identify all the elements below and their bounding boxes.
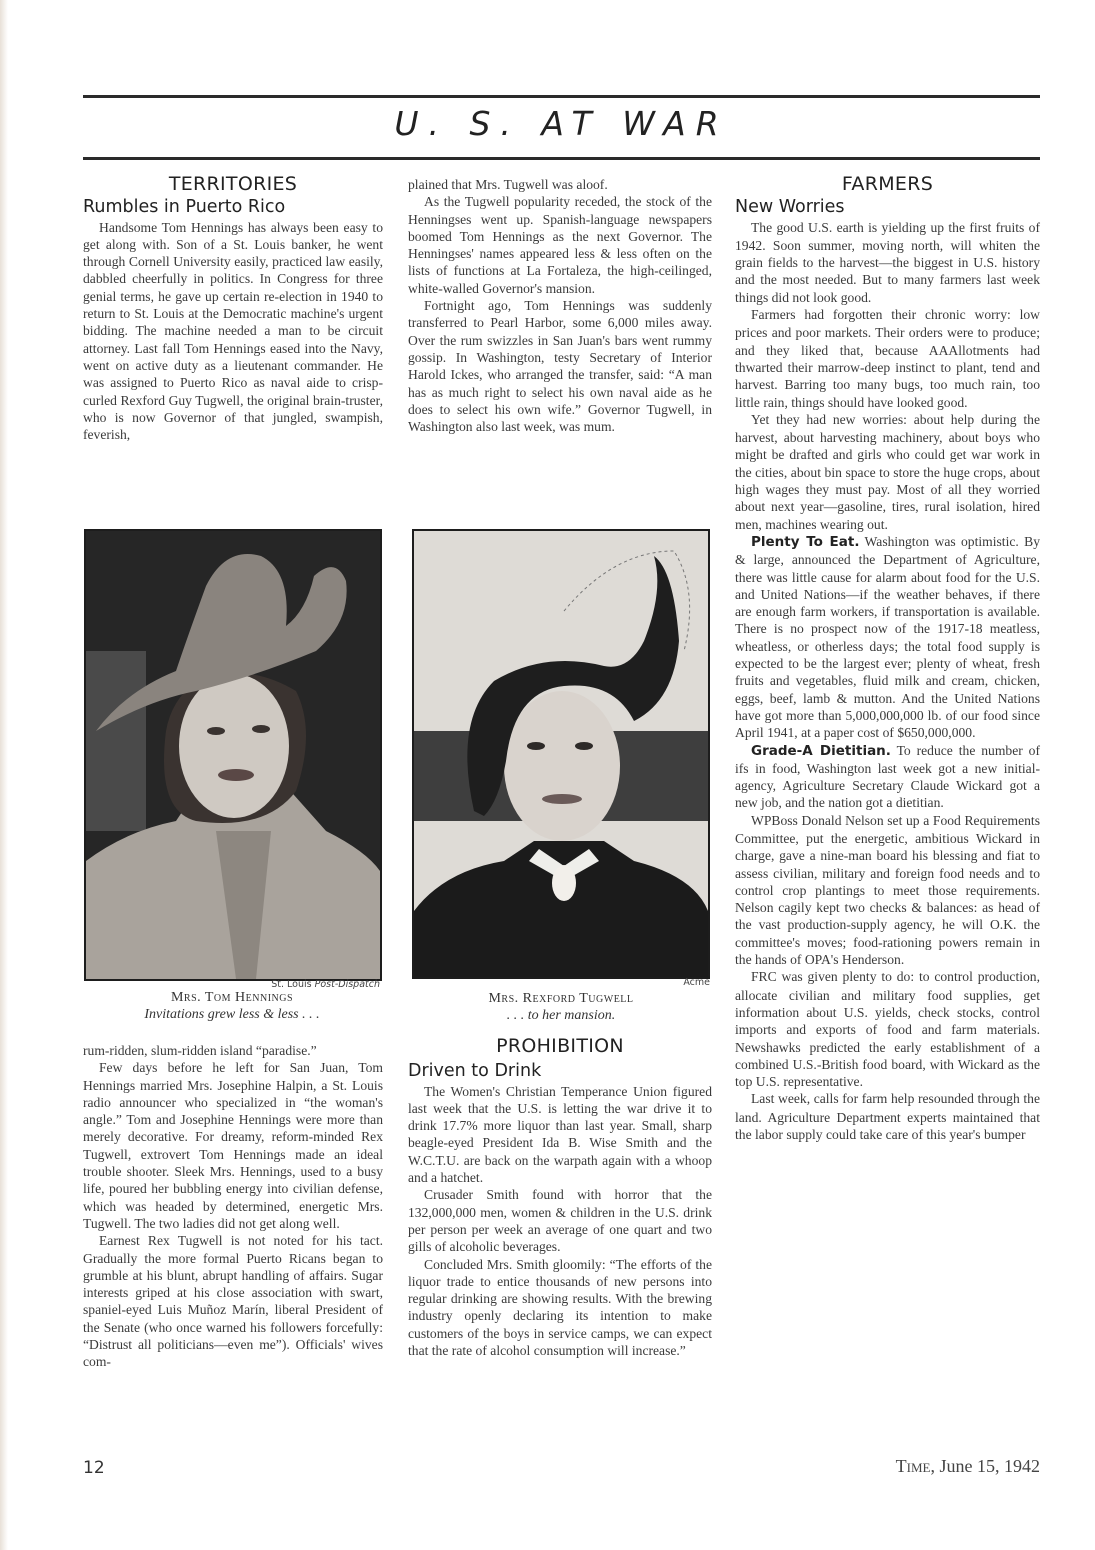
page-number: 12: [83, 1458, 105, 1478]
paragraph-text: To reduce the number of ifs in food, Washington last week got a new initial-agency, Agriculture Secretary Claude Wickard got a new job, and the nation got a dietitian.: [735, 742, 1040, 811]
article-paragraph: rum-ridden, slum-ridden island “paradise.”: [83, 1043, 317, 1058]
credit-plain: St. Louis: [271, 979, 315, 990]
section-title: U. S. AT WAR: [394, 104, 729, 143]
magazine-name: Time: [895, 1456, 931, 1476]
column-1-bottom: [83, 1042, 383, 1371]
column-1-top: [83, 173, 383, 443]
article-paragraph: [735, 219, 1040, 306]
page-edge: [0, 0, 8, 1550]
portrait-illustration: [86, 531, 380, 979]
photo-credit-acme: [412, 977, 710, 988]
dept-farmers: FARMERS: [841, 173, 934, 195]
paragraph-text: Last week, calls for farm help resounded through the land. Agriculture Department experts maintained that the labor supply could take care of this year's bumper: [735, 1091, 1040, 1143]
article-paragraph: Few days before he left for San Juan, Tom Hennings married Mrs. Josephine Halpin, a St. Louis radio announcer who specialized in “the woman's angle.” Tom and Josephine Hennings were more than merely decorative. For dreamy, reform-minded Rex Tugwell, extrovert Tom Hennings made an ideal trouble shooter. Sleek Mrs. Hennings, used to a busy life, poured her bubbling energy into civilian defense, which was headed by determined, energetic Mrs. Tugwell. The two ladies did not get along well.: [83, 1060, 383, 1231]
issue-date: , June 15, 1942: [930, 1456, 1040, 1476]
caption-text-hennings: Invitations grew less & less . . .: [144, 1007, 320, 1022]
photo-mrs-hennings: [84, 529, 382, 981]
paragraph-text: Washington was optimistic. By & large, announced the Department of Agriculture, there was little cause for alarm about food for the U.S. and United Nations—if the weather behaves, if there are enough farm workers, if transportation is available. There is no prospect now of the 1917-18 meatless, wheatless, or otherless days; the total food supply is expected to be the largest ever; plenty of wheat, fresh fruits and vegetables, fluid milk and cream, chicken, eggs, beef, lamb & mutton. And the United Nations have got more than 5,000,000,000 lb. of our food since April 1941, at a paper cost of $650,000,000.: [735, 533, 1040, 741]
article-paragraph: [735, 533, 1040, 742]
runin-grade-a-dietitian: Grade-A Dietitian.: [751, 742, 891, 759]
dept-prohibition: PROHIBITION: [496, 1035, 624, 1057]
article-paragraph: Concluded Mrs. Smith gloomily: “The efforts of the liquor trade to entice thousands of new persons into regular drinking are showing results. With the brewing industry openly declaring its intention to make customers of the boys in service camps, we can expect that the rate of alcohol consumption will increase.”: [408, 1256, 712, 1359]
caption-text-tugwell: . . . to her mansion.: [506, 1008, 616, 1023]
headline-new-worries: New Worries: [735, 197, 845, 218]
article-paragraph: [735, 742, 1040, 812]
dept-territories: TERRITORIES: [168, 173, 298, 195]
paragraph-text: FRC was given plenty to do: to control production, allocate civilian and military food supplies, get information about U.S. yields, check stocks, control imports and exports of food and farm materials. Newshawks predicted the early establishment of a combined U.S.-British food board, with Wickard as the top U.S. representative.: [735, 969, 1040, 1090]
article-paragraph: Crusader Smith found with horror that the 132,000,000 men, women & children in the U.S. drink per person per week an average of one quart and two gills of alcoholic beverages.: [408, 1187, 712, 1255]
column-3: [735, 173, 1040, 1143]
article-paragraph: [735, 306, 1040, 411]
portrait-illustration: [414, 531, 708, 977]
header-rule-top: [83, 95, 1040, 98]
article-paragraph: The Women's Christian Temperance Union figured last week that the U.S. is letting the war drive it to drink 17.7% more liquor than last year. Small, sharp beagle-eyed President Ida B. Wise Smith and the W.C.T.U. are back on the warpath again with a whoop and a hatchet.: [408, 1083, 712, 1186]
runin-plenty-to-eat: Plenty To Eat.: [751, 533, 860, 550]
caption-name-hennings: Mrs. Tom Hennings: [170, 990, 294, 1005]
paragraph-text: The good U.S. earth is yielding up the first fruits of 1942. Soon summer, moving north, will whiten the grain fields to the harvest—the biggest in U.S. history and the most needed. But to many farmers last week things did not look good.: [735, 219, 1040, 305]
article-paragraph: Earnest Rex Tugwell is not noted for his tact. Gradually the more formal Puerto Ricans began to grumble at his blunt, abrupt handling of affairs. Sugar interests griped at his close association with swart, spaniel-eyed Luis Muñoz Marín, liberal President of the Senate (who once warned his followers forcefully: “Distrust all politicians—even me”). Officials' wives com-: [83, 1233, 383, 1370]
paragraph-text: Yet they had new worries: about help during the harvest, about harvesting machinery, about boys who might be drafted and girls who could get war work in the cities, about bin space to store the huge crops, about high wages they must pay. Most of all they worried about next year—gasoline, tires, rural isolation, hired men, machines wearing out.: [735, 411, 1040, 532]
issue-dateline: [896, 1456, 1040, 1477]
credit-italic: Post-Dispatch: [314, 979, 380, 990]
column-2-bottom: [408, 1035, 712, 1359]
article-paragraph: Handsome Tom Hennings has always been easy to get along with. Son of a St. Louis banker, he went through Cornell University easily, practiced law easily, dabbled cheerfully in politics. In Congress for three genial terms, he gave up certain re-election in 1940 to return to St. Louis at the Democratic machine's urgent bidding. The machine needed a man to be circuit attorney. Last fall Tom Hennings eased into the Navy, went on active duty as a lieutenant commander. He was assigned to Puerto Rico as naval aide to crisp-curled Rexford Guy Tugwell, the original brain-truster, who is now Governor of that jungled, swampish, feverish,: [83, 219, 383, 443]
photo-mrs-tugwell: [412, 529, 710, 979]
caption-name-tugwell: Mrs. Rexford Tugwell: [488, 991, 634, 1006]
paragraph-text: Farmers had forgotten their chronic worry: low prices and poor markets. Their orders were to produce; and they liked that, because AAAllotments had thwarted their marrow-deep instinct to plant, tend and harvest. Barring too many bugs, too much rain, too little rain, things should have looked good.: [735, 307, 1040, 410]
paragraph-text: WPBoss Donald Nelson set up a Food Requirements Committee, put the energetic, ambitious Wickard in charge, gave a nine-man board his blessing and fiat to assess civilian, military and foreign food needs and to control crop plantings to meet those requirements. Nelson cagily kept two checks & balances: as head of the vast production-supply agency, he will O.K. the committee's moves; food-rationing powers remain in the hands of OPA's Henderson.: [735, 812, 1040, 968]
article-paragraph: [735, 1090, 1040, 1143]
headline-rumbles: Rumbles in Puerto Rico: [83, 197, 286, 218]
credit-plain: Acme: [683, 977, 710, 988]
headline-driven-to-drink: Driven to Drink: [408, 1061, 542, 1082]
article-paragraph: [735, 812, 1040, 969]
article-paragraph: As the Tugwell popularity receded, the stock of the Henningses went up. Spanish-language newspapers boomed Tom Hennings as the next Governor. The Henningses' names appeared less & less often on the lists of functions at La Fortaleza, the high-ceilinged, white-walled Governor's mansion.: [408, 194, 712, 296]
column-2-top: [408, 176, 712, 435]
header-rule-bottom: [83, 157, 1040, 160]
photo-credit-post-dispatch: [84, 979, 380, 990]
article-paragraph: plained that Mrs. Tugwell was aloof.: [408, 177, 608, 192]
article-paragraph: Fortnight ago, Tom Hennings was suddenly transferred to Pearl Harbor, some 6,000 miles away. Over the rum swizzles in San Juan's bars went rummy gossip. In Washington, testy Secretary of Interior Harold Ickes, who arranged the transfer, said: “A man has as much right to select his own naval aide as he does to select his own wife.” Governor Tugwell, in Washington also last week, was mum.: [408, 298, 712, 435]
article-paragraph: [735, 411, 1040, 533]
article-paragraph: [735, 968, 1040, 1090]
